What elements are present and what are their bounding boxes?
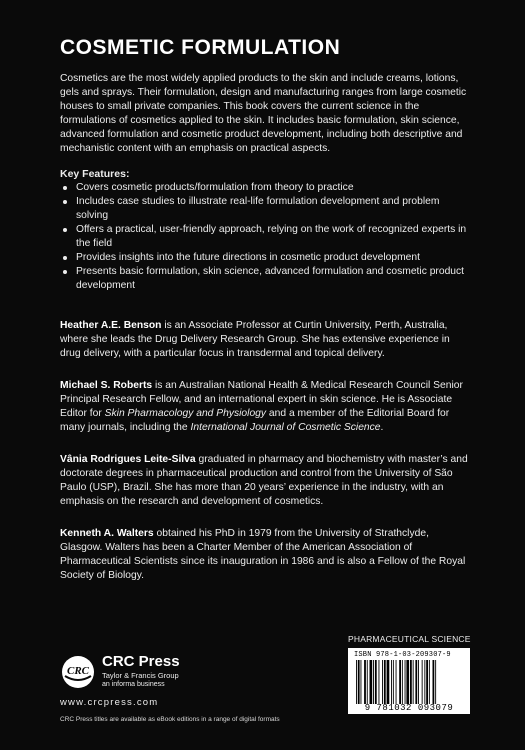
publisher-division: an informa business — [102, 681, 165, 688]
barcode-bar — [410, 660, 412, 704]
barcode-bar — [375, 660, 377, 704]
author-name: Michael S. Roberts — [60, 380, 153, 391]
isbn-number: ISBN 978-1-03-209307-9 — [354, 651, 451, 659]
barcode-bar — [367, 660, 368, 704]
barcode-bar — [435, 660, 436, 704]
barcode-bar — [356, 660, 357, 704]
ean-digits: 9 781032 093079 — [364, 703, 454, 713]
list-item: Covers cosmetic products/formulation from theory to practice — [60, 181, 470, 195]
isbn-barcode — [348, 648, 470, 714]
barcode-bar — [406, 660, 409, 704]
barcode-bar — [391, 660, 392, 704]
book-description: Cosmetics are the most widely applied products to the skin and include creams, lotions, gels and sprays. Their formulation, design and manufacturing ranges from large cosmetic houses to small private companies. This book covers the current science in the formulations of cosmetics applied to the skin. It includes basic formulation, skin science, advanced formulation and cosmetic product development, including both descriptive and mechanistic content with an emphasis on practical aspects. — [60, 73, 467, 154]
list-item: Presents basic formulation, skin science, advanced formulation and cosmetic product development — [60, 265, 470, 293]
subject-category: PHARMACEUTICAL SCIENCE — [348, 634, 471, 644]
barcode-bar — [422, 660, 423, 704]
bio-walters — [60, 527, 470, 583]
author-name: Kenneth A. Walters — [60, 528, 154, 539]
barcode-bar — [393, 660, 394, 704]
logo-text: CRC — [66, 665, 90, 677]
barcode-bar — [382, 660, 383, 704]
barcode-bar — [373, 660, 374, 704]
barcode-bar — [426, 660, 428, 704]
barcode-bar — [433, 660, 435, 704]
barcode-bar — [413, 660, 414, 704]
journal-title: International Journal of Cosmetic Science — [190, 422, 381, 433]
publisher-group: Taylor & Francis Group — [102, 671, 179, 680]
list-item: Provides insights into the future directions in cosmetic product development — [60, 251, 470, 265]
author-name: Vânia Rodrigues Leite-Silva — [60, 454, 196, 465]
bio-text: . — [380, 422, 384, 433]
author-name: Heather A.E. Benson — [60, 320, 162, 331]
barcode-bar — [364, 660, 366, 704]
list-item: Offers a practical, user-friendly approach, relying on the work of recognized experts in the field — [60, 223, 470, 251]
ebook-note: CRC Press titles are available as eBook editions in a range of digital formats — [60, 716, 280, 723]
barcode-bar — [402, 660, 403, 704]
publisher-name: CRC Press — [102, 653, 180, 670]
bio-text: is an Australian National Health & Medical Research Council Senior Principal Research Fellow, and an international expert in skin science. He is Associate Editor for — [60, 380, 463, 419]
key-features-list — [60, 181, 470, 293]
barcode-bar — [370, 660, 373, 704]
barcode-bar — [387, 660, 390, 704]
publisher-url[interactable]: www.crcpress.com — [60, 697, 159, 708]
bio-text: and a member of the Editorial Board for many journals, including the — [60, 408, 450, 433]
barcode-bar — [429, 660, 430, 704]
barcode-bar — [415, 660, 417, 704]
bio-text: is an Associate Professor at Curtin University, Perth, Australia, where she leads the Drug Delivery Research Group. She has extensive experience in drug delivery, with a particular focus in transdermal and topical delivery. — [60, 320, 450, 359]
back-cover-content — [60, 36, 470, 583]
crc-press-logo-icon — [60, 654, 96, 690]
barcode-bar — [405, 660, 406, 704]
list-item: Includes case studies to illustrate real-life formulation development and problem solving — [60, 195, 470, 223]
bio-roberts — [60, 379, 470, 435]
bio-benson — [60, 319, 470, 361]
key-features-heading: Key Features: — [60, 168, 130, 180]
barcode-bar — [424, 660, 425, 704]
barcode-bar — [379, 660, 380, 704]
bio-text: graduated in pharmacy and biochemistry with master’s and doctorate degrees in pharmaceutical production and control from the University of São Paulo (USP), Brazil. She has more than 20 years’ experience in the industry, with an emphasis on the research and development of cosmetics. — [60, 454, 468, 507]
journal-title: Skin Pharmacology and Physiology — [104, 408, 267, 419]
barcode-bar — [384, 660, 386, 704]
bio-text: obtained his PhD in 1979 from the University of Strathclyde, Glasgow. Walters has been a Charter Member of the American Association of Pharmaceutical Scientists since its inauguration in 1986 and is also a Fellow of the Royal Society of Biology. — [60, 528, 466, 581]
barcode-bar — [361, 660, 362, 704]
barcode-bar — [418, 660, 419, 704]
barcode-bar — [358, 660, 360, 704]
barcode-bar — [396, 660, 397, 704]
barcode-bar — [399, 660, 401, 704]
barcode-bars — [356, 660, 462, 704]
book-title: COSMETIC FORMULATION — [60, 36, 341, 59]
bio-leite-silva — [60, 453, 470, 509]
